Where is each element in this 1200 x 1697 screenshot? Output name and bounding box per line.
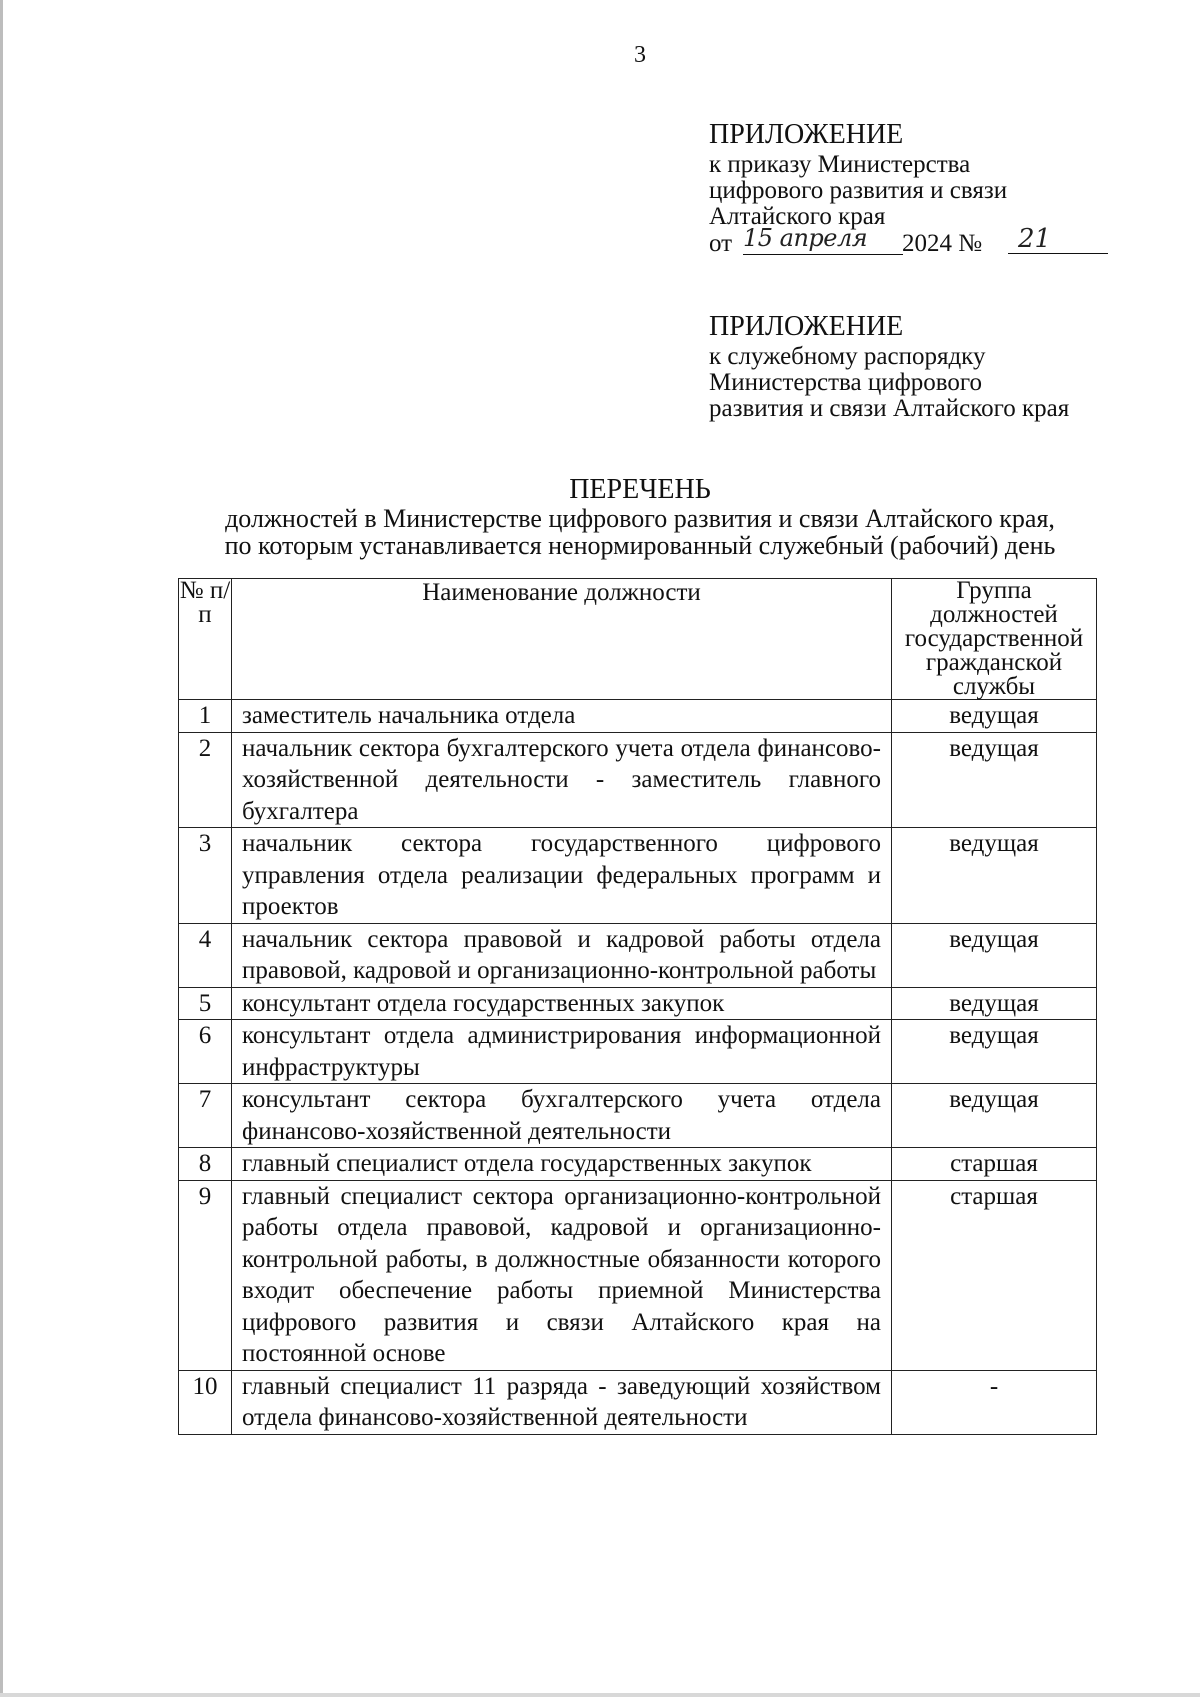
document-title-block xyxy=(160,475,1120,559)
table-row xyxy=(179,1180,1097,1370)
row-num: 10 xyxy=(179,1370,232,1434)
table-row xyxy=(179,1020,1097,1084)
row-position-name: главный специалист отдела государственных закупок xyxy=(232,1148,892,1181)
row-num: 7 xyxy=(179,1084,232,1148)
appendix-order-line: к приказу Министерства xyxy=(709,151,971,178)
header-group: Группа должностей государственной гражданской службы xyxy=(892,579,1097,700)
row-position-name: начальник сектора правовой и кадровой работы отдела правовой, кадровой и организационно-контрольной работы xyxy=(232,923,892,987)
row-group: старшая xyxy=(892,1180,1097,1370)
row-num: 5 xyxy=(179,987,232,1020)
appendix-schedule-line: развития и связи Алтайского края xyxy=(709,395,1070,422)
page-number: 3 xyxy=(634,42,646,68)
row-group: ведущая xyxy=(892,828,1097,924)
table-row xyxy=(179,828,1097,924)
header-num: № п/п xyxy=(179,579,232,700)
row-group: - xyxy=(892,1370,1097,1434)
positions-table xyxy=(178,578,1097,1435)
table-row xyxy=(179,1370,1097,1434)
page-edge-bottom xyxy=(0,1693,1200,1697)
table-header-row xyxy=(179,579,1097,700)
row-num: 6 xyxy=(179,1020,232,1084)
row-group: ведущая xyxy=(892,1084,1097,1148)
appendix-order-line: цифрового развития и связи xyxy=(709,177,1008,204)
row-position-name: консультант отдела администрирования информационной инфраструктуры xyxy=(232,1020,892,1084)
appendix-schedule-line: к служебному распорядку xyxy=(709,343,986,370)
row-num: 3 xyxy=(179,828,232,924)
header-name: Наименование должности xyxy=(232,579,892,700)
date-prefix: от xyxy=(709,230,733,257)
document-subtitle-line: по которым устанавливается ненормированный служебный (рабочий) день xyxy=(224,531,1056,560)
row-num: 9 xyxy=(179,1180,232,1370)
row-position-name: главный специалист сектора организационно-контрольной работы отдела правовой, кадровой и организационно-контрольной работы, в должностные обязанности которого входит обеспечение работы приемной Министерства цифрового развития и связи Алтайского края на постоянной основе xyxy=(232,1180,892,1370)
appendix-order-title: ПРИЛОЖЕНИЕ xyxy=(709,119,904,150)
row-num: 1 xyxy=(179,700,232,733)
page-edge-left xyxy=(0,0,3,1697)
row-group: ведущая xyxy=(892,1020,1097,1084)
table-row xyxy=(179,1148,1097,1181)
row-num: 2 xyxy=(179,732,232,828)
order-date-line xyxy=(709,224,1129,264)
appendix-order-line: Алтайского края xyxy=(709,203,886,230)
document-title: ПЕРЕЧЕНЬ xyxy=(569,474,711,505)
row-group: ведущая xyxy=(892,700,1097,733)
appendix-order-block xyxy=(709,120,1129,230)
appendix-schedule-line: Министерства цифрового xyxy=(709,369,983,396)
table-row xyxy=(179,923,1097,987)
appendix-schedule-title: ПРИЛОЖЕНИЕ xyxy=(709,311,904,342)
document-subtitle-line: должностей в Министерстве цифрового развития и связи Алтайского края, xyxy=(225,504,1055,533)
row-num: 8 xyxy=(179,1148,232,1181)
row-position-name: главный специалист 11 разряда - заведующий хозяйством отдела финансово-хозяйственной деятельности xyxy=(232,1370,892,1434)
row-position-name: начальник сектора бухгалтерского учета отдела финансово-хозяйственной деятельности - заместитель главного бухгалтера xyxy=(232,732,892,828)
table-row xyxy=(179,700,1097,733)
table-row xyxy=(179,1084,1097,1148)
row-position-name: начальник сектора государственного цифрового управления отдела реализации федеральных программ и проектов xyxy=(232,828,892,924)
row-position-name: заместитель начальника отдела xyxy=(232,700,892,733)
row-num: 4 xyxy=(179,923,232,987)
row-position-name: консультант сектора бухгалтерского учета отдела финансово-хозяйственной деятельности xyxy=(232,1084,892,1148)
row-position-name: консультант отдела государственных закупок xyxy=(232,987,892,1020)
order-number-handwritten: 21 xyxy=(1008,224,1108,254)
row-group: ведущая xyxy=(892,987,1097,1020)
date-day-handwritten: 15 апреля xyxy=(743,224,903,255)
table-row xyxy=(179,732,1097,828)
table-row xyxy=(179,987,1097,1020)
row-group: старшая xyxy=(892,1148,1097,1181)
row-group: ведущая xyxy=(892,923,1097,987)
row-group: ведущая xyxy=(892,732,1097,828)
date-year: 2024 № xyxy=(902,230,983,257)
appendix-schedule-block xyxy=(709,312,1129,422)
